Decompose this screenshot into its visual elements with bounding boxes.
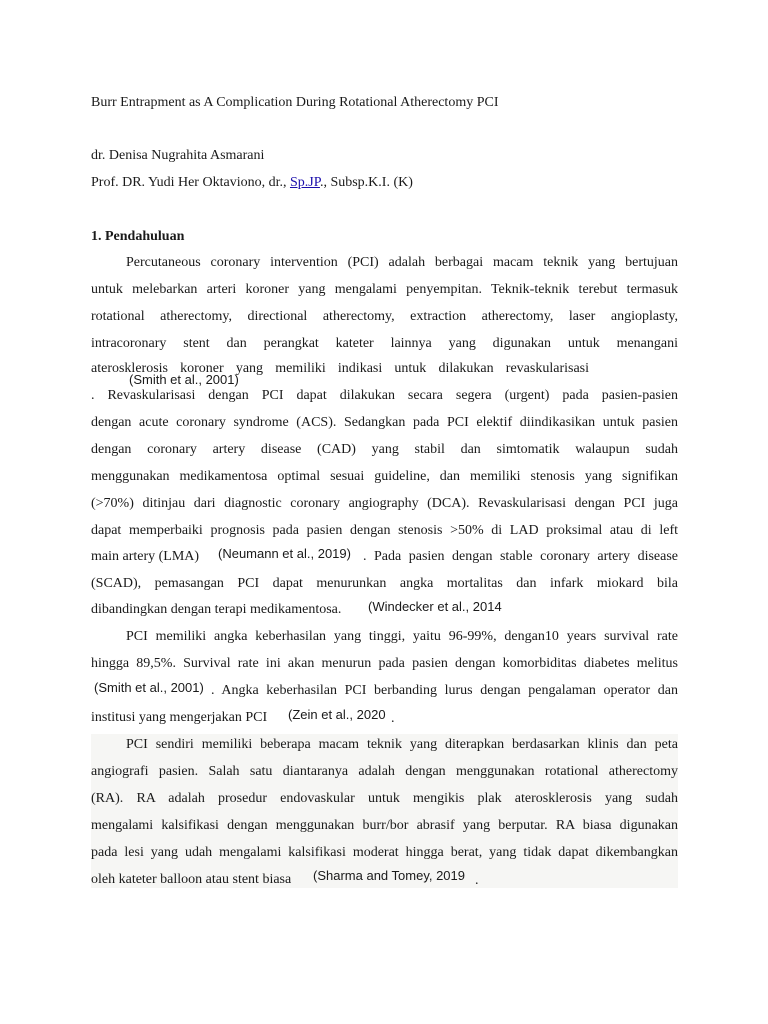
author-2-suffix: ., Subsp.K.I. (K) [319, 175, 413, 190]
paragraph-line: rotational atherectomy, directional atherectomy, extraction atherectomy, laser angioplasty, [91, 309, 678, 324]
paragraph-line: (SCAD), pemasangan PCI dapat menurunkan angka mortalitas dan infark miokard bila [91, 576, 678, 591]
citation: (Sharma and Tomey, 2019 [313, 868, 465, 883]
paragraph-line: . Pada pasien dengan stable coronary artery disease [363, 549, 678, 564]
paragraph-line: Percutaneous coronary intervention (PCI) adalah berbagai macam teknik yang bertujuan [126, 255, 678, 270]
paragraph-line: dengan coronary artery disease (CAD) yang stabil dan simtomatik walaupun sudah [91, 442, 678, 457]
paragraph-line: hingga 89,5%. Survival rate ini akan menurun pada pasien dengan komorbiditas diabetes melitus [91, 656, 678, 671]
citation: (Zein et al., 2020 [288, 707, 386, 722]
author-2-name: Prof. DR. Yudi Her Oktaviono, dr., [91, 175, 290, 190]
sp-jp-link[interactable]: Sp.JP [289, 175, 320, 190]
paragraph-line: angiografi pasien. Salah satu diantaranya adalah dengan menggunakan rotational atherectomy [91, 764, 678, 779]
paragraph-line: pada lesi yang udah mengalami kalsifikasi moderat hingga berat, yang tidak dapat dikembangkan [91, 845, 678, 860]
paragraph-line: PCI sendiri memiliki beberapa macam teknik yang diterapkan berdasarkan klinis dan peta [126, 737, 678, 752]
paragraph-line: . Angka keberhasilan PCI berbanding lurus dengan pengalaman operator dan [211, 683, 678, 698]
paragraph-line: main artery (LMA) [91, 549, 200, 564]
paragraph-line: . [391, 711, 395, 726]
paragraph-line: mengalami kalsifikasi dengan menggunakan burr/bor abrasif yang berputar. RA biasa digunakan [91, 818, 678, 833]
section-heading: 1. Pendahuluan [91, 229, 185, 244]
paragraph-line: . [475, 873, 479, 888]
paragraph-line: (>70%) ditinjau dari diagnostic coronary angiography (DCA). Revaskularisasi dengan PCI juga [91, 496, 678, 511]
paragraph-line: dibandingkan dengan terapi medikamentosa. [91, 602, 342, 617]
highlight-shade [91, 734, 678, 888]
author-2 [91, 173, 413, 193]
paragraph-line: dapat memperbaiki prognosis pada pasien dengan stenosis >50% di LAD proksimal atau di left [91, 523, 678, 538]
author-1: dr. Denisa Nugrahita Asmarani [91, 148, 265, 163]
paragraph-line: aterosklerosis koroner yang memiliki indikasi untuk dilakukan revaskularisasi [91, 361, 589, 376]
paragraph-line: intracoronary stent dan perangkat kateter lainnya yang digunakan untuk menangani [91, 336, 678, 351]
citation: (Neumann et al., 2019) [218, 546, 351, 561]
paragraph-line: untuk melebarkan arteri koroner yang mengalami penyempitan. Teknik-teknik terebut termasuk [91, 282, 678, 297]
citation: (Smith et al., 2001) [94, 680, 204, 695]
citation: (Windecker et al., 2014 [368, 599, 502, 614]
document-title: Burr Entrapment as A Complication During Rotational Atherectomy PCI [91, 95, 499, 110]
paragraph-line: . Revaskularisasi dengan PCI dapat dilakukan secara segera (urgent) pada pasien-pasien [91, 388, 678, 403]
paragraph-line: oleh kateter balloon atau stent biasa [91, 872, 292, 887]
paragraph-line: dengan acute coronary syndrome (ACS). Sedangkan pada PCI elektif diindikasikan untuk pasien [91, 415, 678, 430]
paragraph-line: PCI memiliki angka keberhasilan yang tinggi, yaitu 96-99%, dengan10 years survival rate [126, 629, 678, 644]
paragraph-line: (RA). RA adalah prosedur endovaskular untuk mengikis plak aterosklerosis yang sudah [91, 791, 678, 806]
paragraph-line: menggunakan medikamentosa optimal sesuai guideline, dan memiliki stenosis yang signifikan [91, 469, 678, 484]
citation: (Smith et al., 2001) [129, 372, 239, 387]
paragraph-line: institusi yang mengerjakan PCI [91, 710, 268, 725]
